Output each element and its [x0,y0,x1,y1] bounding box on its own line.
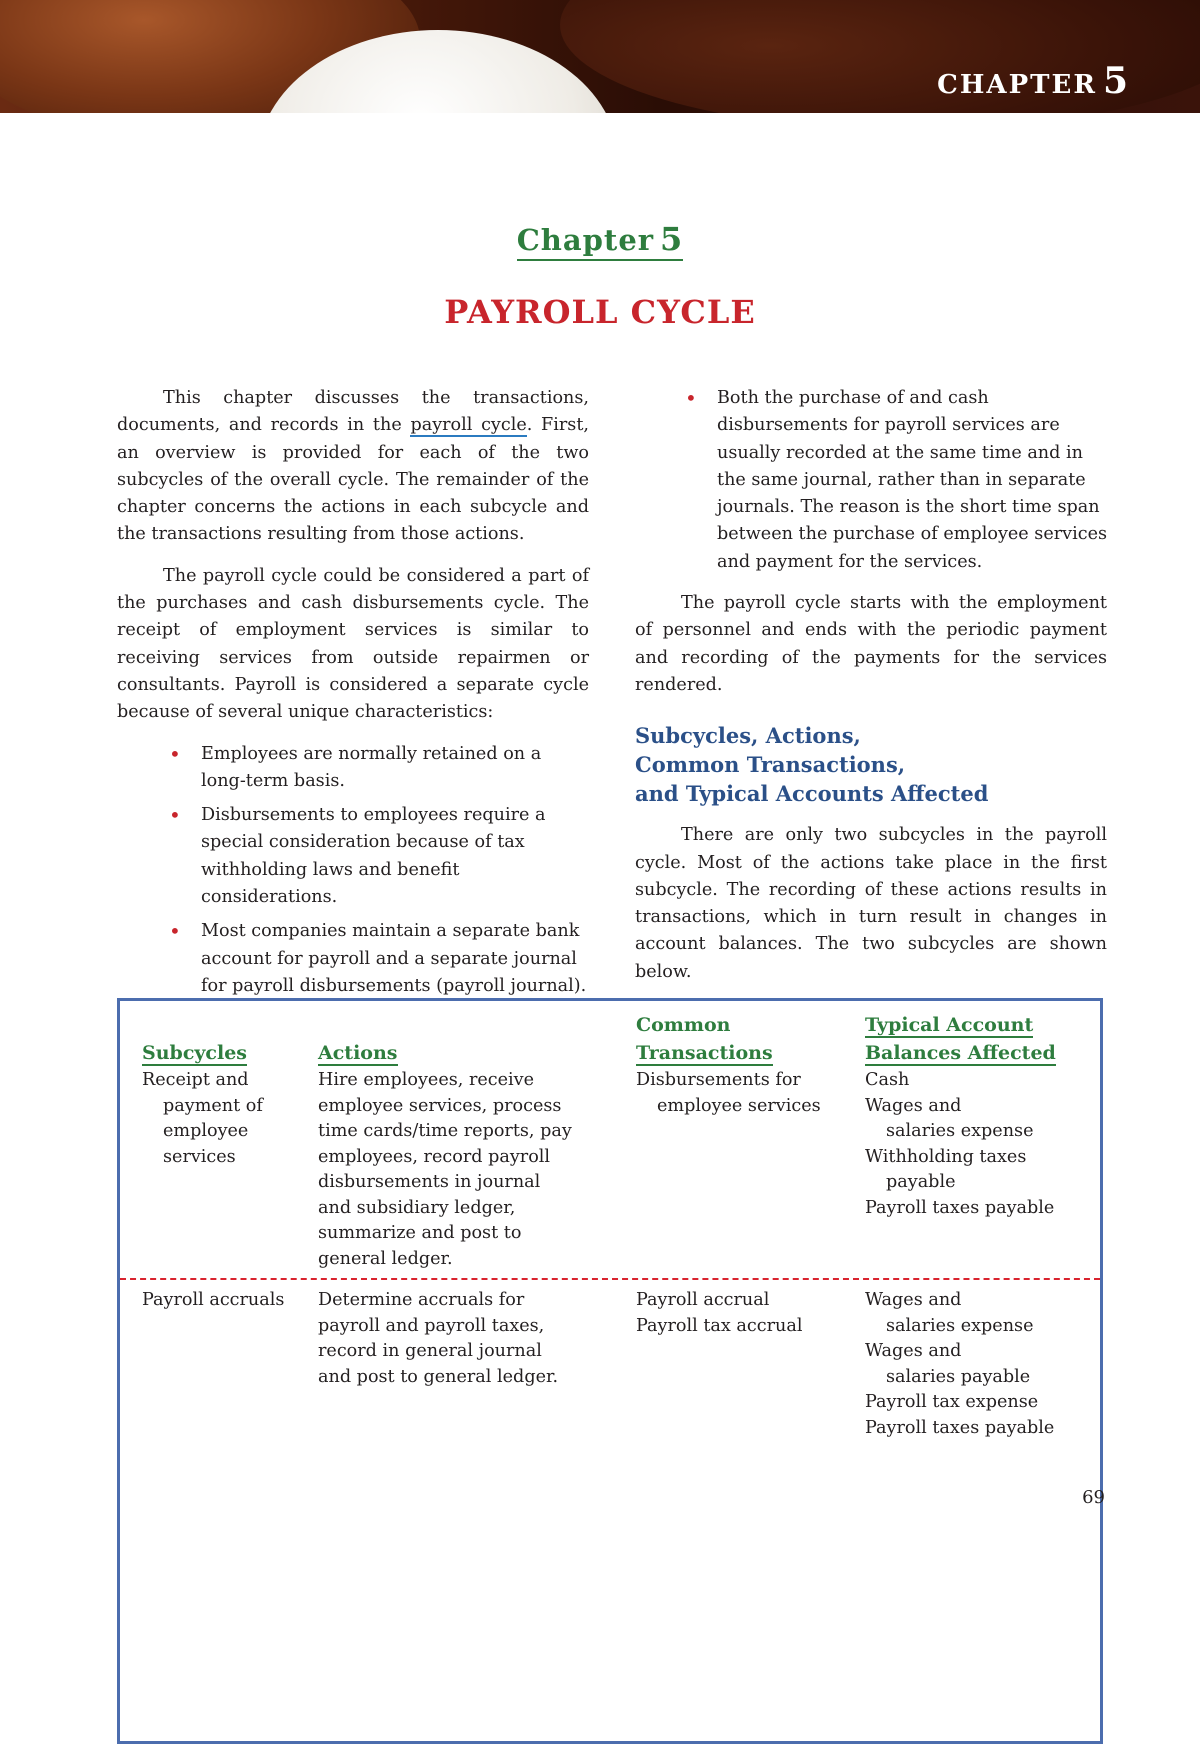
cell-line: employees, record payroll [318,1146,551,1167]
list-item-text: Employees are normally retained on a long-term basis. [201,743,542,791]
page-number: 69 [1082,1487,1105,1508]
characteristics-list [117,741,589,1001]
cell-line: and subsidiary ledger, [318,1197,516,1218]
section-heading-line: Subcycles, Actions, [635,723,861,749]
cell-line: Hire employees, receive [318,1070,535,1090]
cell-line: Cash [865,1070,910,1090]
chapter-tag-label: CHAPTER [937,70,1097,100]
row2-accounts [865,1288,1054,1441]
cell-line: employee [163,1121,249,1141]
cell-line: Receipt and [142,1070,249,1090]
cell-line: disbursements in journal [318,1172,541,1192]
list-item [117,918,589,1000]
cell-line: payment of [163,1095,263,1116]
row1-transactions [636,1068,821,1119]
bullet-icon: • [685,386,697,410]
row1-accounts [865,1068,1054,1221]
payroll-cycle-link[interactable]: payroll cycle [410,415,527,436]
header-subcycles-text: Subcycles [142,1042,248,1064]
cell-line: Payroll taxes payable [865,1197,1055,1218]
cell-line: payroll and payroll taxes, [318,1315,545,1336]
header-transactions-line1: Common [636,1014,731,1036]
cell-line: time cards/time reports, pay [318,1121,572,1141]
cell-line: and post to general ledger. [318,1366,559,1387]
row2-transactions [636,1288,802,1339]
header-accounts-line2: Balances Affected [865,1042,1056,1064]
header-subcycles [142,1039,247,1067]
cell-line: services [163,1146,236,1167]
left-column [117,385,589,1014]
cell-line: salaries expense [886,1315,1034,1336]
chapter-number: 5 [660,220,684,258]
section-heading-line: Common Transactions, [635,752,906,778]
cell-line: Payroll accrual [636,1290,770,1310]
header-actions-text: Actions [318,1042,398,1064]
cell-line: Disbursements for [636,1070,801,1090]
header-banner [0,0,1200,113]
cell-line: Payroll tax accrual [636,1315,803,1336]
chapter-tag-number: 5 [1102,60,1130,102]
row2-subcycle [142,1288,284,1314]
header-actions [318,1039,398,1067]
header-accounts [865,1011,1056,1067]
page-title: PAYROLL CYCLE [444,293,756,331]
cell-line: summarize and post to [318,1223,522,1243]
intro-text-after: . First, an overview is provided for each of the two subcycles of the overall cycle. The remainder of the chapter concerns the actions in each subcycle and the transactions resulting from those actions. [117,415,589,545]
header-accounts-line1: Typical Account [865,1014,1034,1036]
header-transactions-line2: Transactions [636,1042,773,1064]
cell-line: Payroll accruals [142,1290,285,1310]
cell-line: payable [886,1172,956,1192]
intro-text-before: This chapter discusses the transactions, documents, and records in the [117,388,589,436]
list-item [117,741,589,796]
section-heading [635,721,1107,808]
row1-subcycle [142,1068,263,1170]
cell-line: employee services, process [318,1095,562,1116]
cell-line: Wages and [865,1341,962,1361]
row2-actions [318,1288,558,1390]
paragraph-subcycles: There are only two subcycles in the payroll cycle. Most of the actions take place in the first subcycle. The recording of these actions results in transactions, which in turn result in changes in account balances. The two subcycles are shown below. [635,825,1107,982]
bullet-icon: • [169,741,181,766]
cell-line: general ledger. [318,1248,453,1269]
list-item-text: Both the purchase of and cash disbursements for payroll services are usually recorded at the same time and in the same journal, rather than in separate journals. The reason is the short time span between the purchase of employee services and payment for the services. [717,388,1108,572]
chapter-tag [937,60,1130,102]
cell-line: Payroll tax expense [865,1392,1039,1412]
cell-line: Determine accruals for [318,1290,525,1310]
bullet-icon: • [169,803,181,828]
characteristics-list-continued [635,385,1107,576]
subcycles-table [117,998,1103,1744]
header-transactions [636,1011,773,1067]
section-heading-line: and Typical Accounts Affected [635,781,989,807]
cell-line: Withholding taxes [865,1146,1027,1167]
chapter-heading [0,220,1200,258]
cell-line: salaries expense [886,1121,1034,1141]
paragraph-characteristics: The payroll cycle could be considered a part of the purchases and cash disbursements cycle. The receipt of employment services is similar to receiving services from outside repairmen or consultants. Payroll is considered a separate cycle because of several unique characteristics: [117,565,589,723]
paragraph-cycle-scope: The payroll cycle starts with the employment of personnel and ends with the periodic payment and recording of the payments for the services rendered. [635,593,1107,695]
chapter-word: Chapter [516,223,655,257]
cell-line: employee services [657,1095,821,1116]
list-item-text: Most companies maintain a separate bank account for payroll and a separate journal for payroll disbursements (payroll journal). [201,921,587,996]
cell-line: Wages and [865,1095,962,1116]
list-item-text: Disbursements to employees require a special consideration because of tax withholding laws and benefit considerations. [201,805,546,908]
cell-line: Payroll taxes payable [865,1417,1055,1438]
row1-actions [318,1068,572,1272]
list-item [635,385,1107,576]
cell-line: Wages and [865,1290,962,1310]
intro-paragraph [117,385,589,549]
cell-line: salaries payable [886,1366,1031,1387]
list-item [117,802,589,911]
cell-line: record in general journal [318,1341,542,1361]
right-column [635,385,1107,1000]
bullet-icon: • [169,919,181,944]
row-divider [120,1278,1100,1280]
